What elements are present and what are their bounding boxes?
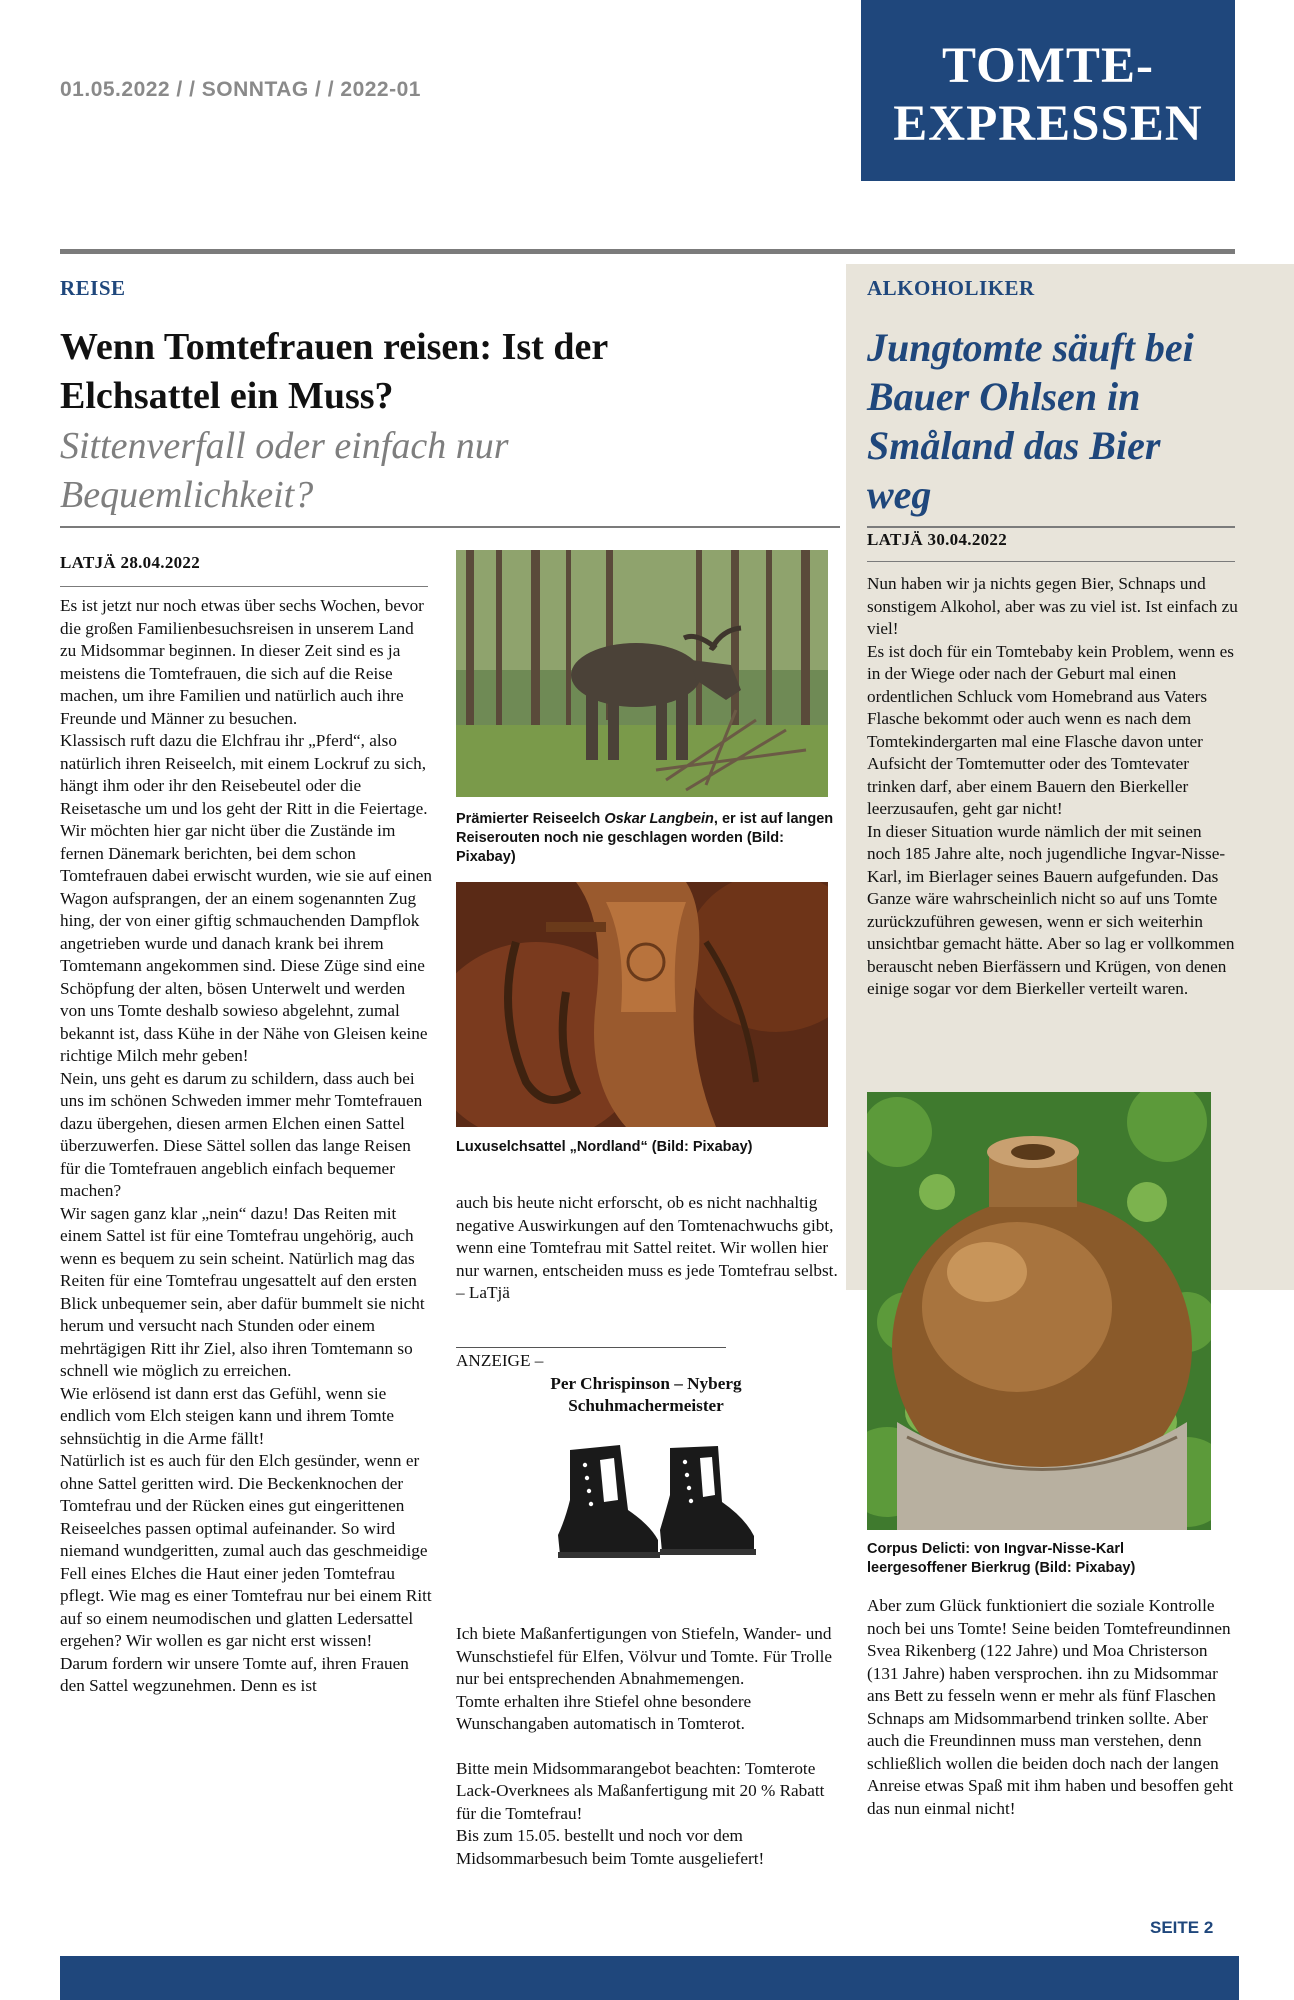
advert-top-rule [456,1347,726,1348]
saddle-photo [456,882,828,1127]
advert-paragraph-3: Bitte mein Midsommarangebot beachten: Tomterote Lack-Overknees als Maßanfertigung mit 20 % Rabatt für die Tomtefrau! [456,1758,825,1823]
side-closing-paragraph: Aber zum Glück funktioniert die soziale Kontrolle noch bei uns Tomte! Seine beiden Tomtefreundinnen Svea Rikenberg (122 Jahre) und Moa Christerson (131 Jahre) haben versprochen. ihn zu Midsommar ans Bett zu fesseln wenn er mehr als fünf Flaschen Schnaps am Midsommarbend trinken sollte. Aber auch die Freundinnen muss man verstehen, denn schließlich wollen die beiden doch nach der langen Anreise etwas Spaß mit ihm haben und besoffen geht das nun einmal nicht! [867,1596,1234,1818]
advert-body [456,1623,841,1870]
main-paragraph-5: Wir sagen ganz klar „nein“ dazu! Das Reiten mit einem Sattel ist für eine Tomtefrau ungehörig, auch wenn es bequem zu sein scheint. Natürlich mag das Reiten für eine Tomtefrau ungesattelt auf den ersten Blick unbequemer sein, aber dafür bummelt sie nicht herum und versucht nach Stunden oder einem mehrtägigen Ritt ihr Ziel, also ihren Tomtemann so schnell wie möglich zu erreichen. [60,1203,425,1380]
main-subhead: Sittenverfall oder einfach nur Bequemlichkeit? [60,425,509,516]
side-section-label: ALKOHOLIKER [867,276,1035,300]
main-byline: LATJÄ 28.04.2022 [60,553,201,572]
advert-paragraph-2: Tomte erhalten ihre Stiefel ohne besondere Wunschangaben automatisch in Tomterot. [456,1691,752,1733]
side-headline: Jungtomte säuft bei Bauer Ohlsen in Småland das Bier weg [867,325,1194,517]
advert-paragraph-1: Ich biete Maßanfertigungen von Stiefeln, Wander- und Wunschstiefel für Elfen, Völvur und Tomte. Für Trolle nur bei entsprechenden Abnahmemengen. [456,1624,833,1688]
main-paragraph-7: Natürlich ist es auch für den Elch gesünder, wenn er ohne Sattel geritten wird. Die Beckenknochen der Tomtefrau und der Rücken eines gut eingerittenen Reiseelches passen optimal aufeinander. So wird niemand wundgeritten, zumal auch das geschmeidige Fell eines Elches die Haut einer jeden Tomtefrau pflegt. Wie mag es einer Tomtefrau nur bei einem Ritt auf so einem neumodischen und glatten Ledersattel ergehen? Wir wollen es gar nicht erst wissen! [60,1451,432,1650]
side-byline-rule [867,561,1235,562]
main-signature: – LaTjä [456,1283,510,1302]
advert-name [456,1373,836,1417]
main-paragraph-1: Es ist jetzt nur noch etwas über sechs Wochen, bevor die großen Familienbesuchsreisen in unserem Land zu Midsommar beginnen. In dieser Zeit sind es ja meistens die Tomtefrauen, die sich auf die Reise machen, um ihre Familien und natürlich auch ihre Freunde und Männer zu besuchen. [60,596,424,728]
main-paragraph-4: Nein, uns geht es darum zu schildern, dass auch bei uns im schönen Schweden immer mehr Tomtefrauen dazu übergehen, diesen armen Elchen einen Sattel überzuwerfen. Diese Sättel sollen das lange Reisen für die Tomtefrauen angeblich einfach bequemer machen? [60,1068,423,1200]
main-paragraph-3: Wir möchten hier gar nicht über die Zustände im fernen Dänemark berichten, bei dem schon Tomtefrauen dabei erwischt wurden, wie sie auf einen Wagon aufsprangen, der an einem sogenannten Zug hing, der von einer giftig schmauchenden Dampflok angetrieben wurde und danach krank bei ihrem Tomtemann angekommen sind. Diese Züge sind eine Schöpfung der alten, bösen Unterwelt und werden von uns Tomte deshalb sowieso abgelehnt, zumal bekannt ist, dass Kühe in der Nähe von Gleisen keine richtige Milch mehr geben! [60,821,432,1065]
main-paragraph-2: Klassisch ruft dazu die Elchfrau ihr „Pferd“, also natürlich ihren Reiseelch, mit einem Lockruf zu sich, hängt ihm oder ihr den Reisebeutel oder die Reisetasche um und los geht der Ritt in die Feiertage. [60,731,428,818]
saddle-illustration [456,882,828,1127]
main-article-body [60,595,432,1698]
masthead-line-1: TOMTE- [942,37,1154,94]
footer-bar [60,1956,1239,2000]
moose-caption-part-2: , er ist auf langen Reiserouten noch nie geschlagen worden (Bild: Pixabay) [456,811,834,865]
moose-photo [456,550,828,797]
boots-drawing [540,1440,770,1570]
side-paragraph-1: Nun haben wir ja nichts gegen Bier, Schnaps und sonstigem Alkohol, aber was zu viel ist. Ist einfach zu viel! [867,574,1238,638]
advert-label: ANZEIGE – [456,1351,544,1370]
page-number: SEITE 2 [1150,1918,1214,1937]
moose-photo-caption [456,810,836,867]
masthead-line-2: EXPRESSEN [893,95,1203,152]
beer-jug-caption: Corpus Delicti: von Ingvar-Nisse-Karl leergesoffener Bierkrug (Bild: Pixabay) [867,1541,1136,1576]
side-article-closing [867,1595,1239,1820]
main-section-label: REISE [60,276,126,300]
side-paragraph-2: Es ist doch für ein Tomtebaby kein Problem, wenn es in der Wiege oder nach der Geburt mal einen ordentlichen Schluck vom Homebrand aus Vaters Flasche bekommt oder auch wenn es nach dem Tomtekindergarten mal eine Flasche davon unter Aufsicht der Tomtemutter oder des Tomtevater trinken darf, aber einem Bauern den Bierkeller leerzusaufen, geht gar nicht! [867,641,1234,818]
advert-name-line-2: Schuhmachermeister [568,1396,724,1415]
boots-icon [540,1440,770,1570]
moose-caption-name: Oskar Langbein [604,811,714,827]
beer-jug-photo [867,1092,1211,1530]
main-headline: Wenn Tomtefrauen reisen: Ist der Elchsattel ein Muss? [60,326,608,417]
main-headline-rule [60,526,840,528]
top-divider [60,249,1235,254]
saddle-photo-caption: Luxuselchsattel „Nordland“ (Bild: Pixabay) [456,1139,753,1155]
main-paragraph-8: Darum fordern wir unsere Tomte auf, ihren Frauen den Sattel wegzunehmen. Denn es ist [60,1653,409,1695]
main-continued-text: auch bis heute nicht erforscht, ob es nicht nachhaltig negative Auswirkungen auf den Tomtenachwuchs gibt, wenn eine Tomtefrau mit Sattel reitet. Wir wollen hier nur warnen, entscheiden muss es jede Tomtefrau selbst. [456,1193,838,1280]
moose-caption-part-1: Prämierter Reiseelch [456,811,605,827]
moose-illustration [456,550,828,797]
main-article-continuation [456,1192,846,1305]
side-article-body [867,573,1239,1001]
side-headline-rule [867,526,1235,528]
masthead [861,0,1235,181]
main-byline-rule [60,586,428,587]
main-paragraph-6: Wie erlösend ist dann erst das Gefühl, wenn sie endlich vom Elch steigen kann und ihrem Tomte sehnsüchtig in die Arme fällt! [60,1383,395,1448]
dateline: 01.05.2022 / / SONNTAG / / 2022-01 [60,78,421,101]
advert-paragraph-4: Bis zum 15.05. bestellt und noch vor dem Midsommarbesuch beim Tomte ausgeliefert! [456,1826,765,1868]
side-paragraph-3: In dieser Situation wurde nämlich der mit seinen noch 185 Jahre alte, noch jugendliche Ingvar-Nisse-Karl, im Bierlager seines Bauern aufgefunden. Das Ganze wäre wahrscheinlich nicht so auf uns Tomte zurückzuführen gewesen, wenn er sich weiterhin unsichtbar gemacht hätte. Aber so lag er vollkommen berauscht neben Bierfässern und Krügen, von denen einige sogar vor dem Bierkeller verteilt waren. [867,821,1235,998]
side-byline: LATJÄ 30.04.2022 [867,530,1008,549]
advert-name-line-1: Per Chrispinson – Nyberg [550,1374,742,1393]
beer-jug-illustration [867,1092,1211,1530]
